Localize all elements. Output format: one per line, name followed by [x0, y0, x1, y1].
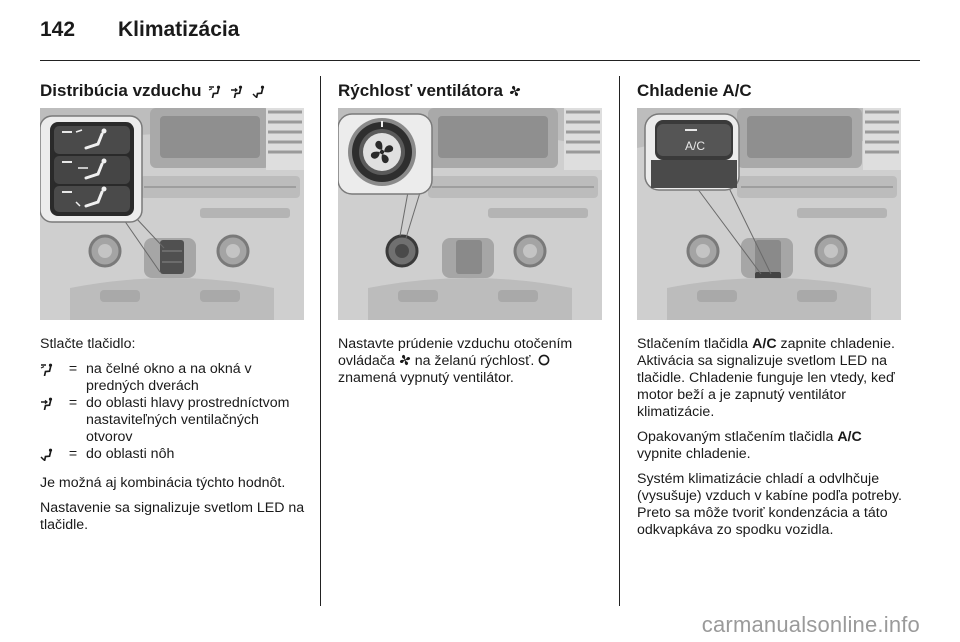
intro-text: Stlačte tlačidlo:: [40, 336, 136, 352]
section-title: [40, 76, 306, 106]
paragraph: Nastavenie sa signalizuje svetlom LED na tlačidle.: [40, 500, 305, 533]
column-divider: [320, 76, 321, 606]
section-title-text: Rýchlosť ventilátora: [338, 81, 503, 100]
page-header: [40, 14, 920, 54]
footwell-airflow-icon: [252, 85, 268, 98]
paragraph: Opakovaným stlačením tlačidla A/C vypnite chladenie.: [637, 429, 862, 462]
equals-sign: =: [68, 446, 78, 462]
photo-fan-speed-knob: [338, 108, 602, 320]
footwell-airflow-icon: [40, 448, 56, 461]
windscreen-airflow-icon: [208, 85, 224, 98]
definition-text: na čelné okno a na okná v predných dverách: [86, 361, 252, 394]
chapter-title: Klimatizácia: [118, 18, 240, 41]
definition-text: do oblasti hlavy prostredníctvom nastaviteľných ventilačných otvorov: [86, 395, 290, 445]
column-divider: [619, 76, 620, 606]
section-air-distribution: [40, 76, 306, 542]
equals-sign: =: [68, 361, 78, 377]
section-title: [338, 76, 604, 106]
section-body: [338, 336, 604, 387]
title-icons: [208, 85, 268, 98]
ac-button-label: A/C: [684, 139, 706, 153]
fan-icon: [509, 85, 521, 97]
section-body: [637, 336, 903, 539]
photo-ac-button: [637, 108, 901, 320]
section-title-text: Distribúcia vzduchu: [40, 81, 202, 100]
fan-off-icon: [538, 354, 550, 366]
section-body: [40, 336, 306, 534]
definition-item: [40, 361, 306, 395]
definition-list: [40, 361, 306, 466]
definition-item: [40, 446, 306, 466]
fan-icon: [399, 354, 411, 366]
equals-sign: =: [68, 395, 78, 411]
head-airflow-icon: [230, 85, 246, 98]
section-title-text: Chladenie A/C: [637, 81, 752, 100]
paragraph: Je možná aj kombinácia týchto hodnôt.: [40, 475, 286, 491]
watermark: carmanualsonline.info: [701, 612, 920, 637]
section-fan-speed: [338, 76, 604, 395]
section-ac-cooling: [637, 76, 903, 547]
page-number: 142: [40, 18, 76, 41]
windscreen-airflow-icon: [40, 363, 56, 376]
definition-text: do oblasti nôh: [86, 446, 175, 462]
paragraph: Systém klimatizácie chladí a odvlhčuje (vysušuje) vzduch v kabíne podľa potreby. Preto sa môže tvoriť kondenzácia a táto odkvapkáva zo spodku vozidla.: [637, 471, 902, 538]
paragraph: Stlačením tlačidla A/C zapnite chladenie. Aktivácia sa signalizuje svetlom LED na tlačidle. Chladenie funguje len vtedy, keď motor beží a je zapnutý ventilátor klimatizácie.: [637, 336, 895, 420]
paragraph: Nastavte prúdenie vzduchu otočením ovládača na želanú rýchlosť. znamená vypnutý ventilátor.: [338, 336, 573, 386]
photo-air-distribution-buttons: [40, 108, 304, 320]
definition-item: [40, 395, 306, 446]
section-title: [637, 76, 903, 106]
header-rule: [40, 60, 920, 61]
head-airflow-icon: [40, 397, 56, 410]
